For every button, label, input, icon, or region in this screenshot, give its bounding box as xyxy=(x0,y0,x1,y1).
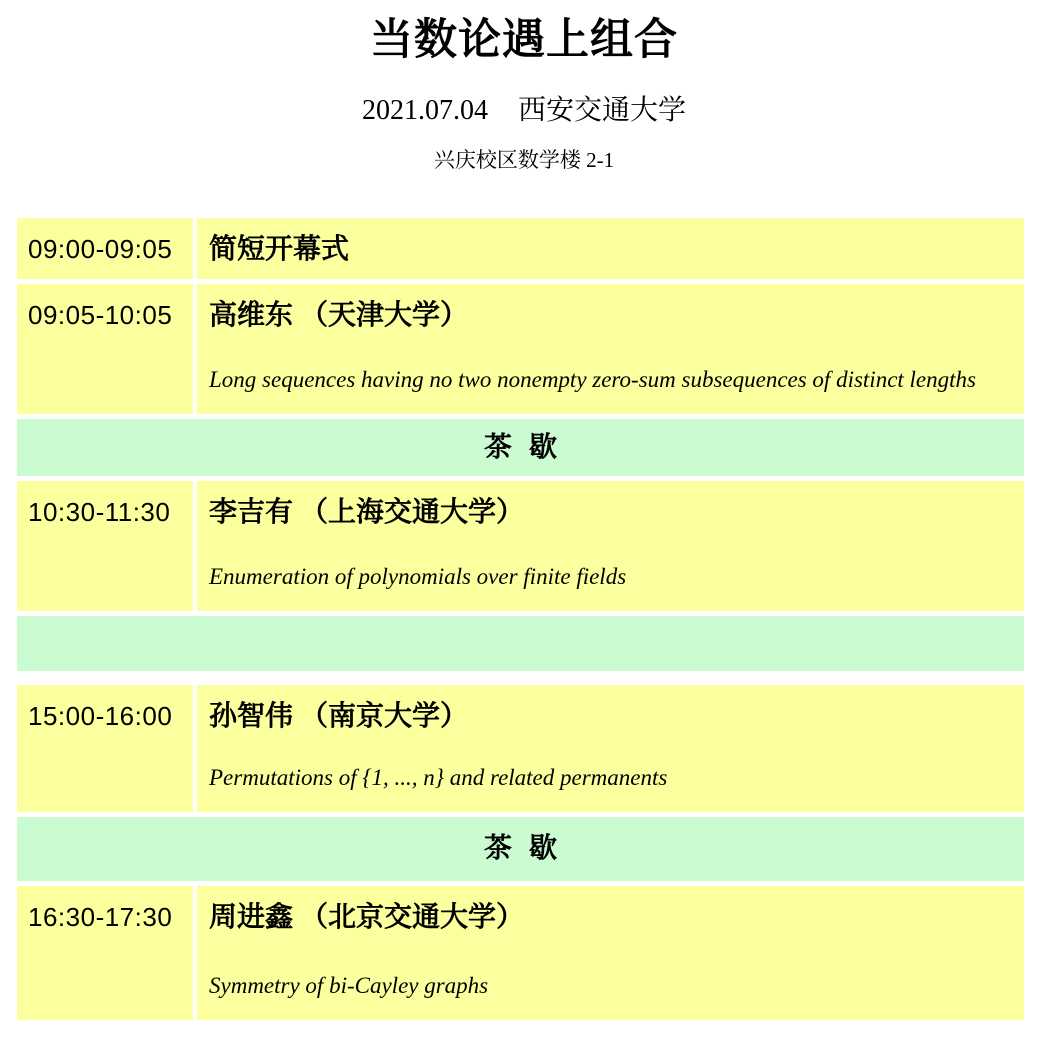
event-cell xyxy=(197,481,1024,611)
event-cell xyxy=(197,886,1024,1020)
break-cell xyxy=(17,817,1024,881)
talk-title: Long sequences having no two nonempty zero-sum subsequences of distinct lengths xyxy=(209,366,976,392)
date-venue-line xyxy=(0,94,1048,128)
speaker-name: 孙智伟 （南京大学） xyxy=(209,701,469,733)
talk-title: Permutations of {1, ..., n} and related permanents xyxy=(209,764,668,790)
time-cell: 10:30-11:30 xyxy=(17,481,193,611)
break-label: 茶 歇 xyxy=(483,431,562,463)
break-row-tea-1 xyxy=(17,419,1024,476)
speaker-name: 周进鑫 （北京交通大学） xyxy=(209,902,525,934)
schedule-row-talk-2 xyxy=(17,481,1024,611)
event-cell xyxy=(197,685,1024,812)
break-label: 茶 歇 xyxy=(483,833,562,865)
time-cell: 09:00-09:05 xyxy=(17,218,193,279)
event-label: 简短开幕式 xyxy=(209,234,350,266)
time-cell: 15:00-16:00 xyxy=(17,685,193,812)
schedule-row-opening xyxy=(17,218,1024,279)
schedule-row-talk-4 xyxy=(17,886,1024,1020)
speaker-name: 李吉有 （上海交通大学） xyxy=(209,497,525,529)
break-cell xyxy=(17,616,1024,671)
event-cell xyxy=(197,218,1024,279)
speaker-name: 高维东 （天津大学） xyxy=(209,300,469,332)
break-row-midday xyxy=(17,616,1024,671)
break-row-tea-2 xyxy=(17,817,1024,881)
time-cell: 16:30-17:30 xyxy=(17,886,193,1020)
location-line: 兴庆校区数学楼 2-1 xyxy=(433,148,615,173)
break-cell xyxy=(17,419,1024,476)
page-title: 当数论遇上组合 xyxy=(370,17,678,64)
talk-title: Symmetry of bi-Cayley graphs xyxy=(209,972,489,998)
schedule-row-talk-3 xyxy=(17,685,1024,812)
talk-title: Enumeration of polynomials over finite fields xyxy=(209,563,627,589)
time-cell: 09:05-10:05 xyxy=(17,284,193,414)
schedule-table xyxy=(17,218,1024,1020)
schedule-row-talk-1 xyxy=(17,284,1024,414)
event-cell xyxy=(197,284,1024,414)
event-date: 2021.07.04 xyxy=(361,95,488,127)
venue-name: 西安交通大学 xyxy=(517,95,686,127)
